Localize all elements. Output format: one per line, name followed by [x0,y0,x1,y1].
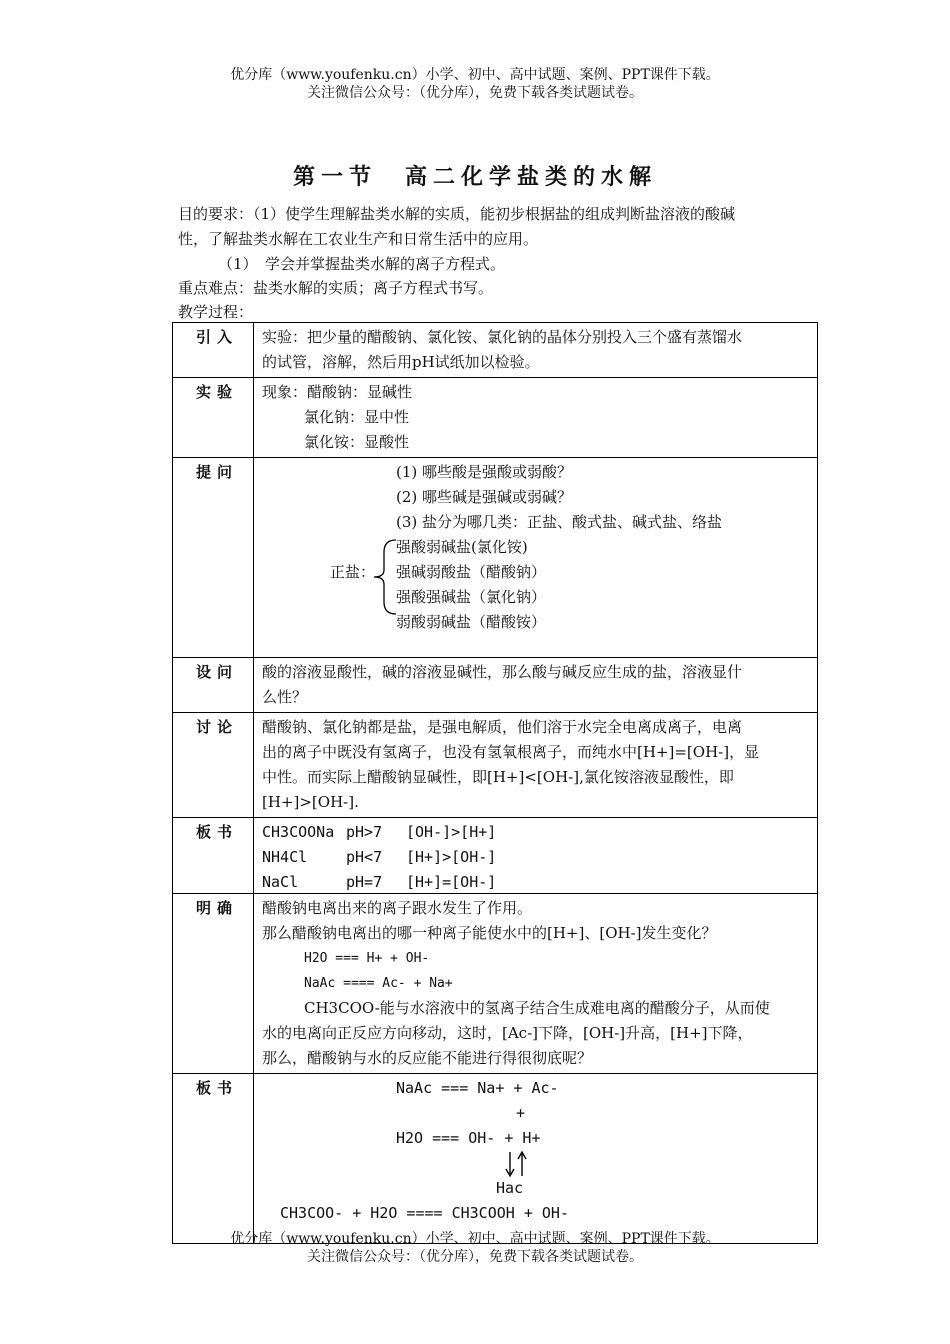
row-content [254,378,818,458]
plus-sign: + [516,1104,526,1122]
table-row [173,458,818,658]
table-row [173,1074,818,1244]
ion-cell: [H+]=[OH-] [406,873,497,891]
equation: H2O === H+ + OH- [304,951,430,966]
goal-line-2: （1） 学会并掌握盐类水解的离子方程式。 [218,255,506,273]
brace-label: 正盐： [330,563,376,581]
lesson-table [172,322,818,1244]
text-line: 氯化钠：显中性 [304,408,410,426]
table-row [173,818,818,894]
goal-line-1: 目的要求：（1）使学生理解盐类水解的实质，能初步根据盐的组成判断盐溶液的酸碱 [178,205,736,223]
row-content [254,458,818,658]
equation-h2o: H2O === OH- + H+ [396,1129,541,1147]
ion-cell: [OH-]>[H+] [406,823,497,841]
text-line: 实验：把少量的醋酸钠、氯化铵、氯化钠的晶体分别投入三个盛有蒸馏水 [262,328,743,346]
equation: NaAc ==== Ac- + Na+ [304,976,453,991]
text-line: [H+]>[OH-]. [262,793,359,811]
question-3: (3) 盐分为哪几类：正盐、酸式盐、碱式盐、络盐 [396,513,723,531]
row-content [254,323,818,378]
salt-type-2: 强碱弱酸盐（醋酸钠） [396,563,547,581]
text-line: 中性。而实际上醋酸钠显碱性，即[H+]<[OH-],氯化铵溶液显酸性，即 [262,768,734,786]
text-line: 醋酸钠电离出来的离子跟水发生了作用。 [262,899,533,917]
row-label: 板书 [173,818,254,894]
equation-overall: CH3COO- + H2O ==== CH3COOH + OH- [280,1204,569,1222]
text-line: 出的离子中既没有氢离子，也没有氢氧根离子，而纯水中[H+]=[OH-]，显 [262,743,760,761]
text-line: 的试管，溶解，然后用pH试纸加以检验。 [262,353,540,371]
hac-product: Hac [496,1179,524,1197]
ph-cell: pH>7 [346,823,383,841]
table-row [173,713,818,818]
ion-cell: [H+]>[OH-] [406,848,497,866]
row-content [254,1074,818,1244]
key-points: 重点难点：盐类水解的实质；离子方程式书写。 [178,279,494,297]
text-line: 氯化铵：显酸性 [304,433,410,451]
row-label: 实验 [173,378,254,458]
text-line: 么性？ [262,688,308,706]
row-label: 讨论 [173,713,254,818]
table-row [173,894,818,1074]
text-line: 现象：醋酸钠：显碱性 [262,383,413,401]
row-content [254,818,818,894]
row-label: 设问 [173,658,254,713]
formula-cell: NH4Cl [262,848,308,866]
formula-cell: CH3COONa [262,823,335,841]
text-line: 水的电离向正反应方向移动，这时，[Ac-]下降，[OH-]升高，[H+]下降， [262,1024,753,1042]
text-line: 那么，醋酸钠与水的反应能不能进行得很彻底呢？ [262,1049,593,1067]
footer-line-1: 优分库（www.youfenku.cn）小学、初中、高中试题、案例、PPT课件下载。 [230,1231,720,1247]
ph-cell: pH=7 [346,873,383,891]
row-content [254,658,818,713]
equilibrium-arrows-icon [504,1150,528,1178]
row-content [254,894,818,1074]
equation-naac: NaAc === Na+ + Ac- [396,1079,559,1097]
text-line: 酸的溶液显酸性，碱的溶液显碱性，那么酸与碱反应生成的盐，溶液显什 [262,663,743,681]
text-line: 那么醋酸钠电离出的哪一种离子能使水中的[H+]、[OH-]发生变化？ [262,924,717,942]
row-label: 板书 [173,1074,254,1244]
row-label: 提问 [173,458,254,658]
header-line-2: 关注微信公众号：（优分库），免费下载各类试题试卷。 [307,85,643,101]
row-label: 明确 [173,894,254,1074]
process-label: 教学过程： [178,303,254,321]
salt-type-4: 弱酸弱碱盐（醋酸铵） [396,613,547,631]
question-1: (1) 哪些酸是强酸或弱酸？ [396,463,573,481]
table-row [173,378,818,458]
table-row [173,323,818,378]
goal-line-1b: 性，了解盐类水解在工农业生产和日常生活中的应用。 [178,230,539,248]
row-label: 引入 [173,323,254,378]
salt-type-3: 强酸强碱盐（氯化钠） [396,588,547,606]
footer-line-2: 关注微信公众号：（优分库），免费下载各类试题试卷。 [307,1249,643,1265]
salt-type-1: 强酸弱碱盐(氯化铵) [396,538,528,556]
text-line: CH3COO-能与水溶液中的氢离子结合生成难电离的醋酸分子，从而使 [304,999,770,1017]
page-title: 第一节 高二化学盐类的水解 [292,164,657,190]
table-row [173,658,818,713]
row-content [254,713,818,818]
question-2: (2) 哪些碱是强碱或弱碱？ [396,488,573,506]
text-line: 醋酸钠、氯化钠都是盐，是强电解质，他们溶于水完全电离成离子，电离 [262,718,743,736]
formula-cell: NaCl [262,873,299,891]
ph-cell: pH<7 [346,848,383,866]
header-line-1: 优分库（www.youfenku.cn）小学、初中、高中试题、案例、PPT课件下载。 [230,67,720,83]
brace-icon [370,538,398,616]
